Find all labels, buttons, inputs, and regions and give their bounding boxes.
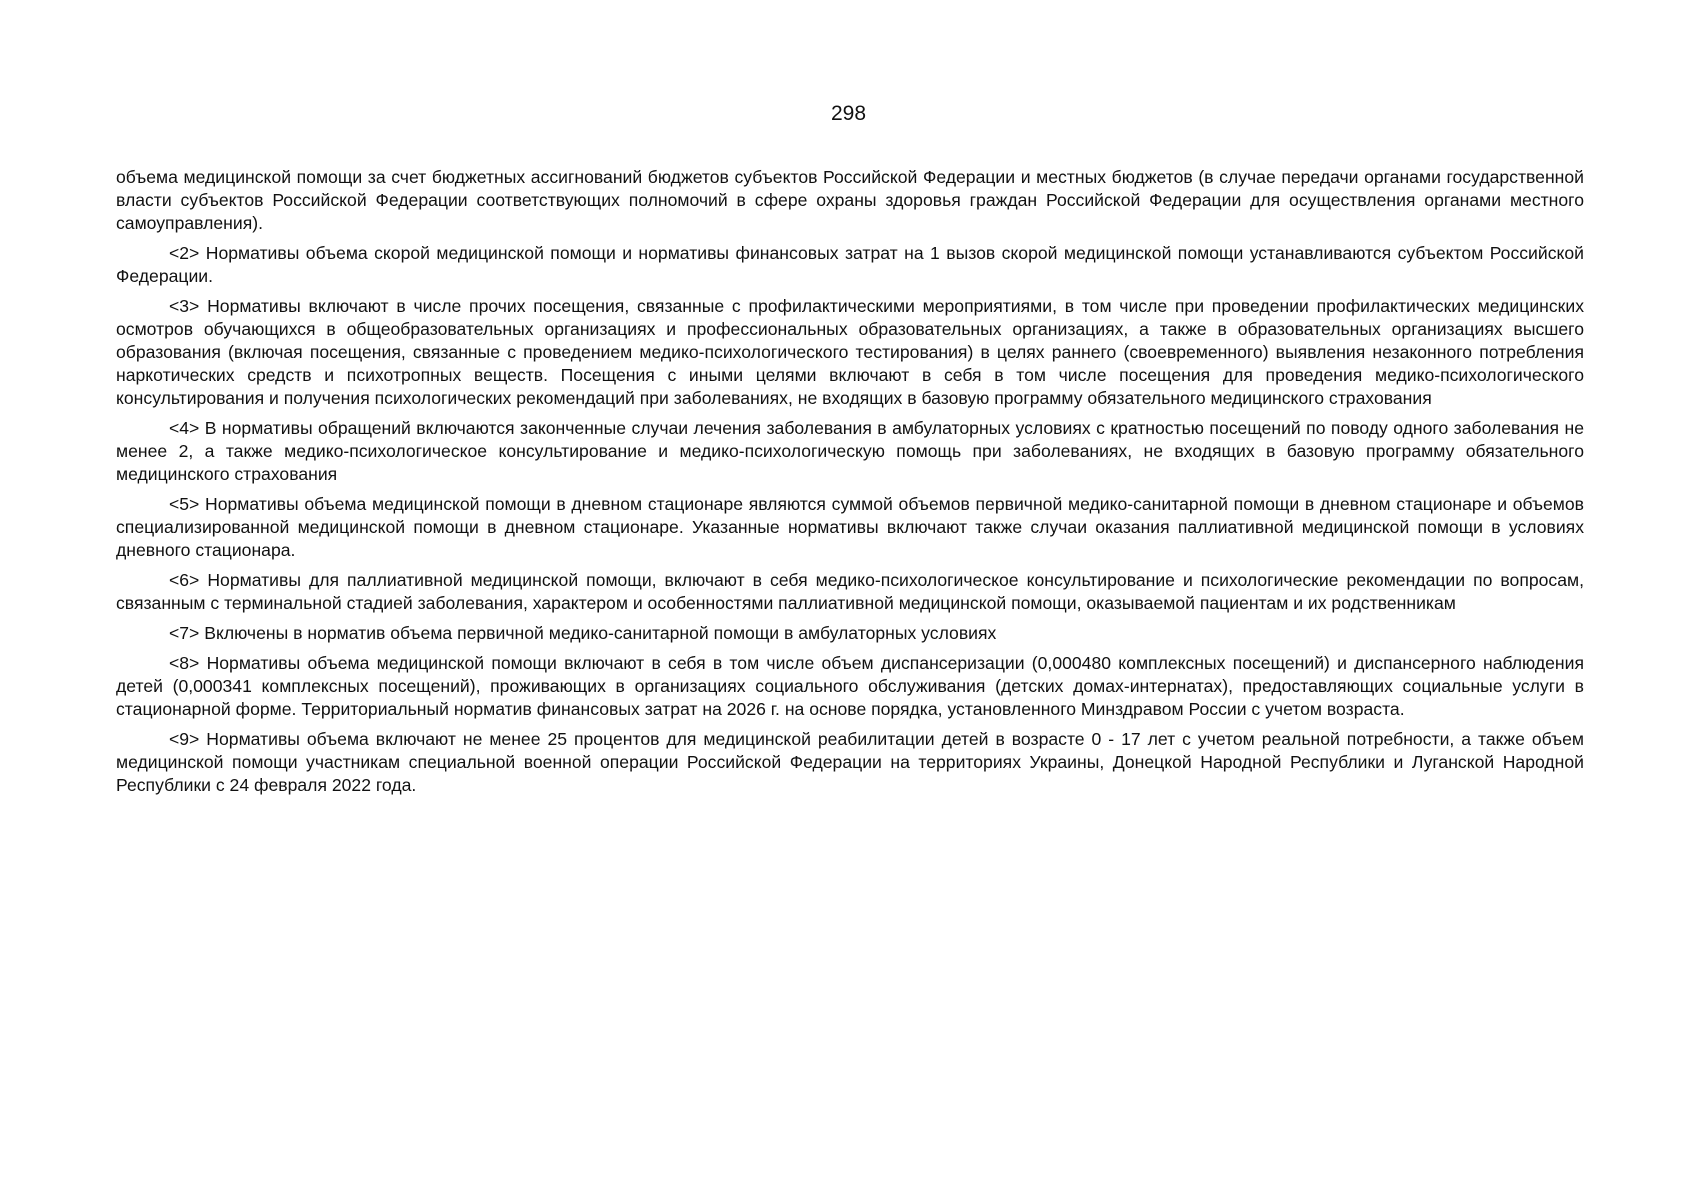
footnote-3: <3> Нормативы включают в числе прочих посещения, связанные с профилактическими мероприятиями, в том числе при проведении профилактических медицинских осмотров обучающихся в общеобразовательных организациях и профессиональных образовательных организациях, а также в образовательных организациях высшего образования (включая посещения, связанные с проведением медико-психологического тестирования) в целях раннего (своевременного) выявления незаконного потребления наркотических средств и психотропных веществ. Посещения с иными целями включают в себя в том числе посещения для проведения медико-психологического консультирования и получения психологических рекомендаций при заболеваниях, не входящих в базовую программу обязательного медицинского страхования [116,296,1584,408]
footnote-8: <8> Нормативы объема медицинской помощи включают в себя в том числе объем диспансеризации (0,000480 комплексных посещений) и диспансерного наблюдения детей (0,000341 комплексных посещений), проживающих в организациях социального обслуживания (детских домах-интернатах), предоставляющих социальные услуги в стационарной форме. Территориальный норматив финансовых затрат на 2026 г. на основе порядка, установленного Минздравом России с учетом возраста. [116,653,1584,719]
footnote-2: <2> Нормативы объема скорой медицинской помощи и нормативы финансовых затрат на 1 вызов скорой медицинской помощи устанавливаются субъектом Российской Федерации. [116,243,1584,286]
footnote-continuation: объема медицинской помощи за счет бюджетных ассигнований бюджетов субъектов Российской Федерации и местных бюджетов (в случае передачи органами государственной власти субъектов Российской Федерации соответствующих полномочий в сфере охраны здоровья граждан Российской Федерации для осуществления органами местного самоуправления). [116,167,1584,233]
footnote-7: <7> Включены в норматив объема первичной медико-санитарной помощи в амбулаторных условиях [169,623,997,643]
footnote-4: <4> В нормативы обращений включаются законченные случаи лечения заболевания в амбулаторных условиях с кратностью посещений по поводу одного заболевания не менее 2, а также медико-психологическое консультирование и медико-психологическую помощь при заболеваниях, не входящих в базовую программу обязательного медицинского страхования [116,418,1584,484]
footnote-6: <6> Нормативы для паллиативной медицинской помощи, включают в себя медико-психологическое консультирование и психологические рекомендации по вопросам, связанным с терминальной стадией заболевания, характером и особенностями паллиативной медицинской помощи, оказываемой пациентам и их родственникам [116,570,1584,613]
footnote-9: <9> Нормативы объема включают не менее 25 процентов для медицинской реабилитации детей в возрасте 0 - 17 лет с учетом реальной потребности, а также объем медицинской помощи участникам специальной военной операции Российской Федерации на территориях Украины, Донецкой Народной Республики и Луганской Народной Республики с 24 февраля 2022 года. [116,729,1584,795]
footnotes-block [116,166,1584,804]
footnote-5: <5> Нормативы объема медицинской помощи в дневном стационаре являются суммой объемов первичной медико-санитарной помощи в дневном стационаре и объемов специализированной медицинской помощи в дневном стационаре. Указанные нормативы включают также случаи оказания паллиативной медицинской помощи в условиях дневного стационара. [116,494,1584,560]
page-number: 298 [830,102,867,125]
